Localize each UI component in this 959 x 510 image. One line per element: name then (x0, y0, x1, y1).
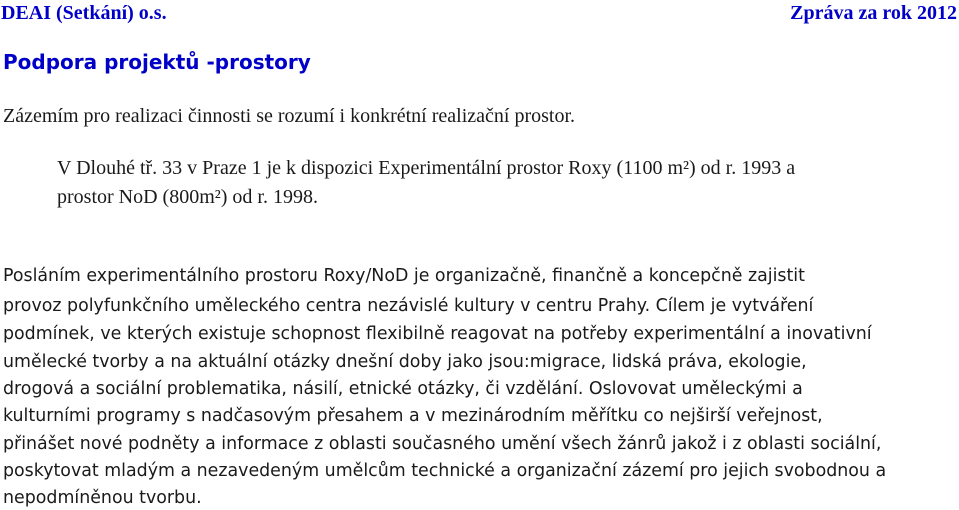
paragraph-line: V Dlouhé tř. 33 v Praze 1 je k dispozici Experimentální prostor Roxy (1100 m²) od r. 1993 a (57, 157, 796, 179)
paragraph-line: Posláním experimentálního prostoru Roxy/NoD je organizačně, finančně a koncepčně zajistit (3, 266, 805, 286)
section-title: Podpora projektů -prostory (3, 50, 311, 74)
paragraph-line: umělecké tvorby a na aktuální otázky dnešní doby jako jsou:migrace, lidská práva, ekologie, (3, 352, 807, 372)
paragraph-line: kulturními programy s nadčasovým přesahem a v mezinárodním měřítku co nejširší veřejnost, (3, 406, 823, 426)
report-title: Zpráva za rok 2012 (790, 2, 957, 24)
paragraph-line: podmínek, ve kterých existuje schopnost flexibilně reagovat na potřeby experimentální a inovativní (3, 324, 872, 344)
paragraph-line: prostor NoD (800m²) od r. 1998. (57, 186, 318, 208)
paragraph-line: drogová a sociální problematika, násilí, etnické otázky, či vzdělání. Oslovovat uměleckými a (3, 379, 803, 399)
intro-paragraph: Zázemím pro realizaci činnosti se rozumí i konkrétní realizační prostor. (3, 105, 576, 127)
organization-name: DEAI (Setkání) o.s. (1, 2, 167, 24)
paragraph-line: nepodmíněnou tvorbu. (3, 488, 202, 508)
paragraph-line: přinášet nové podněty a informace z oblasti současného umění všech žánrů jakož i z oblasti sociální, (3, 434, 882, 454)
paragraph-line: poskytovat mladým a nezavedeným umělcům technické a organizační zázemí pro jejich svobodnou a (3, 461, 887, 481)
paragraph-line: provoz polyfunkčního uměleckého centra nezávislé kultury v centru Prahy. Cílem je vytváření (3, 296, 814, 316)
